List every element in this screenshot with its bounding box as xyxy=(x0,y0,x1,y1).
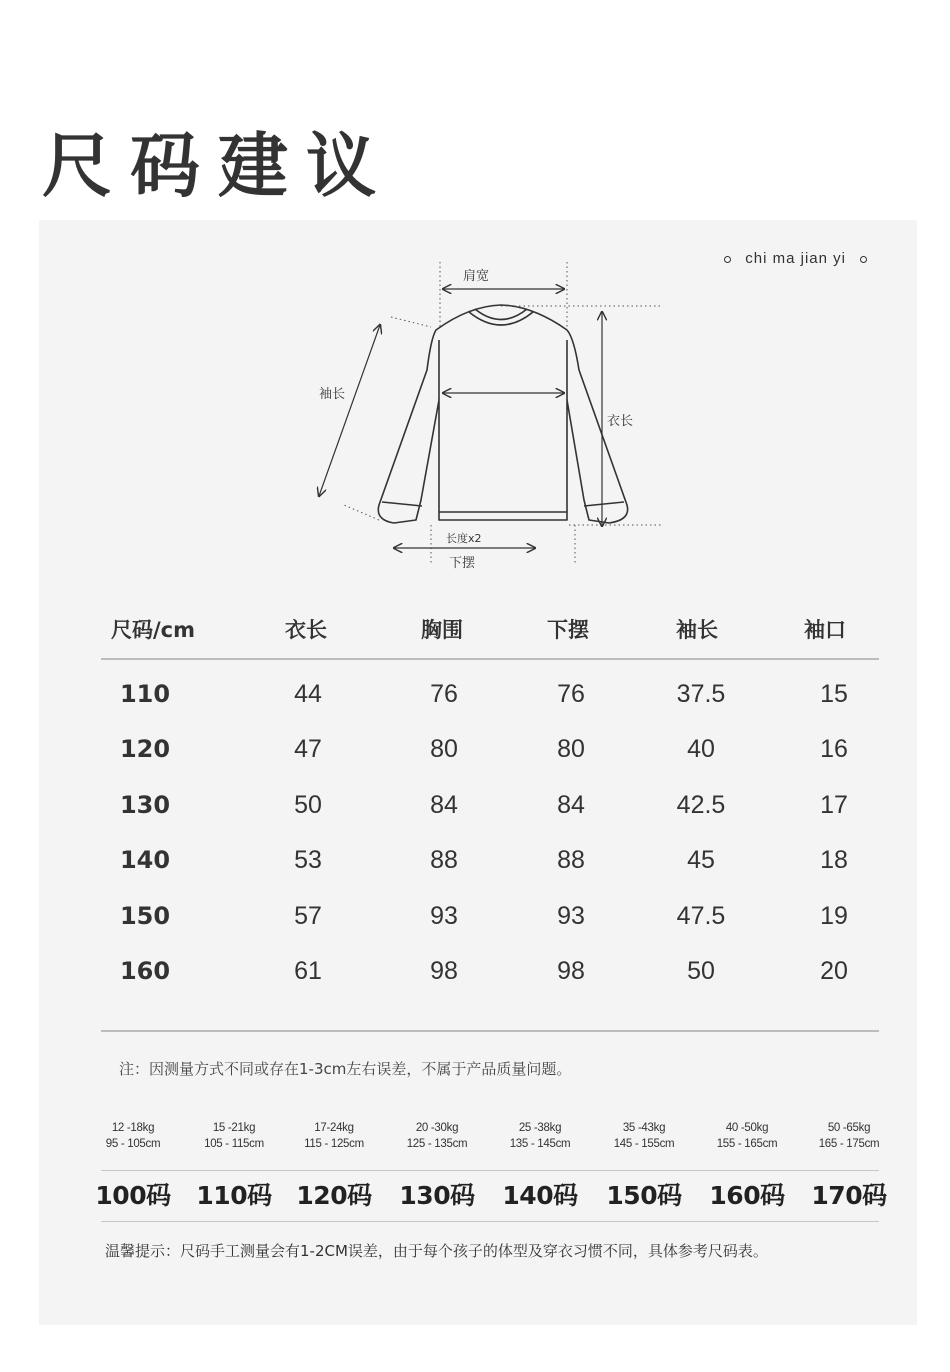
cell-chest: 76 xyxy=(430,680,458,708)
table-row xyxy=(101,723,879,778)
cell-cuff: 19 xyxy=(820,901,848,930)
cell-hem: 88 xyxy=(557,846,585,875)
size-code: 150码 xyxy=(606,1181,682,1210)
size-height: 115 - 125cm xyxy=(304,1138,364,1150)
size-item xyxy=(95,1120,170,1212)
size-weight: 15 -21kg xyxy=(212,1122,256,1134)
cell-size: 150 xyxy=(119,901,171,930)
table-row xyxy=(101,779,879,834)
size-height: 105 - 115cm xyxy=(204,1138,264,1150)
table-body xyxy=(101,668,879,1000)
table-bottom-rule xyxy=(101,1030,879,1032)
cell-sleeve: 47.5 xyxy=(676,901,726,930)
size-weight: 12 -18kg xyxy=(111,1122,155,1134)
size-code: 160码 xyxy=(709,1181,785,1210)
header-length: 衣长 xyxy=(285,618,327,642)
size-item xyxy=(196,1120,271,1212)
size-code: 170码 xyxy=(811,1181,887,1210)
label-shoulder: 肩宽 xyxy=(463,269,490,284)
header-size: 尺码/cm xyxy=(111,618,195,642)
label-hem: 下摆 xyxy=(449,556,476,571)
size-weight: 17-24kg xyxy=(314,1122,354,1134)
cell-hem: 98 xyxy=(557,956,585,985)
cell-chest: 80 xyxy=(430,735,458,764)
cell-size: 110 xyxy=(119,680,171,708)
cell-length: 44 xyxy=(294,680,322,708)
garment-diagram xyxy=(39,220,917,590)
measurement-note: 注：因测量方式不同或存在1-3cm左右误差，不属于产品质量问题。 xyxy=(119,1060,572,1078)
cell-length: 57 xyxy=(294,901,322,930)
size-item xyxy=(296,1120,371,1212)
cell-sleeve: 45 xyxy=(687,846,715,875)
size-item xyxy=(502,1120,577,1212)
cell-hem: 76 xyxy=(557,680,585,708)
cell-sleeve: 42.5 xyxy=(676,790,726,819)
size-code: 130码 xyxy=(399,1181,475,1210)
cell-cuff: 17 xyxy=(820,790,848,819)
page-title: 尺码建议 xyxy=(42,125,394,207)
cell-chest: 88 xyxy=(430,846,458,875)
warm-tip: 温馨提示：尺码手工测量会有1-2CM误差，由于每个孩子的体型及穿衣习惯不同，具体参考尺码表。 xyxy=(105,1242,768,1260)
label-width-note: 长度x2 xyxy=(446,532,482,545)
size-height: 165 - 175cm xyxy=(818,1138,880,1150)
size-item xyxy=(399,1120,474,1212)
table-header xyxy=(101,608,879,658)
header-hem: 下摆 xyxy=(547,618,589,642)
cell-chest: 98 xyxy=(430,956,458,985)
table-row xyxy=(101,890,879,945)
cell-length: 50 xyxy=(294,790,322,819)
size-item xyxy=(606,1120,681,1212)
cell-length: 53 xyxy=(294,846,322,875)
size-weight: 20 -30kg xyxy=(415,1122,459,1134)
size-code: 110码 xyxy=(196,1181,272,1210)
cell-cuff: 16 xyxy=(820,735,848,764)
cell-cuff: 18 xyxy=(820,846,848,875)
header-chest: 胸围 xyxy=(421,618,463,642)
label-sleeve: 袖长 xyxy=(319,387,346,402)
size-height: 155 - 165cm xyxy=(716,1138,778,1150)
cell-length: 47 xyxy=(294,735,322,764)
size-height: 95 - 105cm xyxy=(105,1138,161,1150)
cell-sleeve: 50 xyxy=(687,956,715,985)
cell-size: 130 xyxy=(119,790,171,819)
size-code: 100码 xyxy=(95,1181,171,1210)
cell-cuff: 15 xyxy=(820,680,848,708)
size-item xyxy=(709,1120,784,1212)
header-sleeve: 袖长 xyxy=(676,618,718,642)
cell-hem: 80 xyxy=(557,735,585,764)
header-cuff: 袖口 xyxy=(804,618,846,642)
cell-length: 61 xyxy=(294,956,322,985)
cell-size: 120 xyxy=(119,735,171,764)
size-weight: 25 -38kg xyxy=(518,1122,562,1134)
table-row xyxy=(101,668,879,723)
sizes-bottom-rule xyxy=(101,1221,879,1222)
size-code: 120码 xyxy=(296,1181,372,1210)
cell-size: 140 xyxy=(119,846,171,875)
cell-hem: 84 xyxy=(557,790,585,819)
cell-sleeve: 40 xyxy=(687,735,715,764)
cell-chest: 93 xyxy=(430,901,458,930)
size-weight: 35 -43kg xyxy=(622,1122,666,1134)
size-panel xyxy=(39,220,917,1325)
size-height: 135 - 145cm xyxy=(509,1138,571,1150)
table-row xyxy=(101,945,879,1000)
label-length: 衣长 xyxy=(607,414,634,429)
table-top-rule xyxy=(101,658,879,660)
size-weight: 40 -50kg xyxy=(725,1122,769,1134)
cell-sleeve: 37.5 xyxy=(676,680,726,708)
size-weight: 50 -65kg xyxy=(827,1122,871,1134)
cell-cuff: 20 xyxy=(820,956,848,985)
pinyin-text: chi ma jian yi xyxy=(745,250,846,267)
cell-hem: 93 xyxy=(557,901,585,930)
size-height: 125 - 135cm xyxy=(406,1138,468,1150)
table-row xyxy=(101,834,879,889)
size-item xyxy=(811,1120,886,1212)
sweater-outline xyxy=(378,305,627,523)
cell-size: 160 xyxy=(119,956,171,985)
cell-chest: 84 xyxy=(430,790,458,819)
sizes-divider xyxy=(101,1170,879,1171)
size-height: 145 - 155cm xyxy=(613,1138,675,1150)
size-code: 140码 xyxy=(502,1181,578,1210)
